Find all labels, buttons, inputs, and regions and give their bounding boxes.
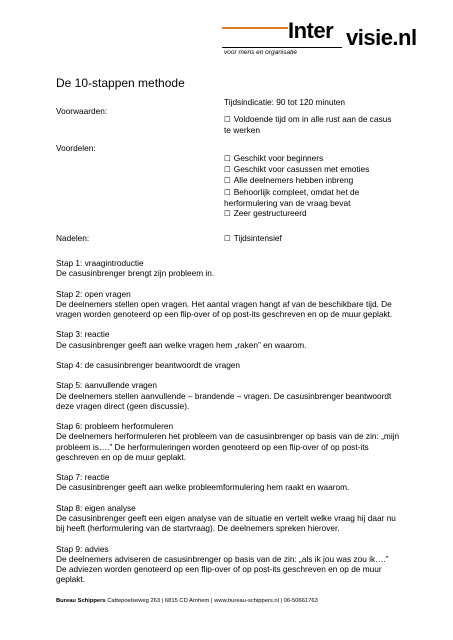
time-indication: Tijdsindicatie: 90 tot 120 minuten [224, 97, 345, 107]
list-item: ☐ Zeer gestructureerd [224, 208, 307, 219]
page-footer [56, 598, 318, 604]
disadvantages-label: Nadelen: [56, 233, 90, 243]
step-8 [56, 503, 401, 534]
list-item: ☐ Geschikt voor beginners [224, 153, 324, 163]
checkbox-icon: ☐ [224, 165, 231, 175]
list-item: ☐ Tijdsintensief [224, 233, 282, 243]
logo-underline [222, 47, 342, 48]
list-item: ☐ Alle deelnemers hebben inbreng [224, 175, 354, 186]
logo-brand-visie: visie.nl [346, 25, 417, 50]
advantages-list [224, 153, 399, 219]
steps-list [56, 258, 401, 595]
footer-separator: | [161, 598, 164, 604]
checkbox-icon: ☐ [224, 115, 231, 124]
step-5 [56, 380, 401, 411]
logo-orange-line [222, 27, 288, 29]
checkbox-icon: ☐ [224, 209, 231, 219]
step-3 [56, 329, 401, 349]
checkbox-icon: ☐ [224, 154, 231, 163]
step-heading: Stap 5: aanvullende vragen [56, 380, 158, 391]
footer-company: Bureau Schippers [56, 598, 106, 604]
step-body: De deelnemers stellen aanvullende – brandende – vragen. De casusinbrenger beantwoordt deze vragen direct (geen discussie). [56, 390, 392, 411]
step-body: De casusinbrenger geeft aan welke probleemformulering hem raakt en waarom. [56, 482, 350, 493]
step-2 [56, 289, 401, 320]
footer-phone: 06-50661763 [283, 598, 318, 604]
step-heading: Stap 4: de casusinbrenger beantwoordt de vragen [56, 359, 241, 370]
step-heading: Stap 6: probleem herformuleren [56, 421, 174, 432]
step-9 [56, 544, 401, 585]
list-item: ☐ Geschikt voor casussen met emoties [224, 164, 370, 175]
step-heading: Stap 1: vraagintroductie [56, 258, 144, 268]
step-heading: Stap 3: reactie [56, 329, 110, 340]
advantages-label: Voordelen: [56, 143, 96, 153]
step-body: De casusinbrenger geeft aan welke vragen hem „raken” en waarom. [56, 339, 307, 350]
conditions-list [224, 114, 399, 135]
footer-address: Cattepoelseweg 263 [107, 598, 161, 604]
step-body: De deelnemers adviseren de casusinbrenger op basis van de zin: „als ik jou was zou ik….” De adviezen worden genoteerd op een flip-over of op post-its geschreven en op de muur geplakt. [56, 553, 389, 585]
step-body: De deelnemers herformuleren het probleem van de casusinbrenger op basis van de zin: „mijn probleem is….” De herformuleringen worden genoteerd op een flip-over of op post-its geschreven en op de muur geplakt. [56, 431, 400, 462]
step-1 [56, 258, 401, 278]
footer-separator: | [280, 598, 283, 604]
step-4 [56, 360, 401, 370]
logo-tagline: voor mens en organisatie [224, 49, 297, 56]
footer-separator: | [210, 598, 213, 604]
step-heading: Stap 9: advies [56, 543, 109, 554]
disadvantages-list [224, 233, 282, 244]
footer-postal: 6815 CD Arnhem [164, 598, 210, 604]
step-body: De casusinbrenger brengt zijn probleem in. [56, 268, 215, 279]
intervisie-logo [222, 20, 422, 58]
list-item: ☐ Behoorlijk compleet, omdat het de herformulering van de vraag bevat [224, 186, 360, 208]
conditions-label: Voorwaarden: [56, 106, 108, 116]
logo-brand-inter: Inter [288, 18, 334, 43]
step-body: De deelnemers stellen open vragen. Het aantal vragen hangt af van de beschikbare tijd. De vragen worden genoteerd op een flip-over of op post-its geschreven en op de muur geplakt. [56, 298, 393, 319]
page-title: De 10-stappen methode [56, 76, 185, 90]
step-heading: Stap 7: reactie [56, 472, 110, 483]
step-6 [56, 421, 401, 462]
step-body: De casusinbrenger geeft een eigen analyse van de situatie en vertelt welke vraag hij daar nu bij heeft (herformulering van de startvraag). De deelnemers spreken hierover. [56, 512, 396, 534]
footer-website: www.bureau-schippers.nl [214, 598, 279, 604]
list-item: ☐ Voldoende tijd om in alle rust aan de casus te werken [224, 114, 392, 136]
checkbox-icon: ☐ [224, 187, 231, 197]
checkbox-icon: ☐ [224, 176, 231, 186]
step-7 [56, 472, 401, 492]
checkbox-icon: ☐ [224, 234, 231, 243]
step-heading: Stap 2: open vragen [56, 288, 131, 299]
step-heading: Stap 8: eigen analyse [56, 502, 136, 513]
